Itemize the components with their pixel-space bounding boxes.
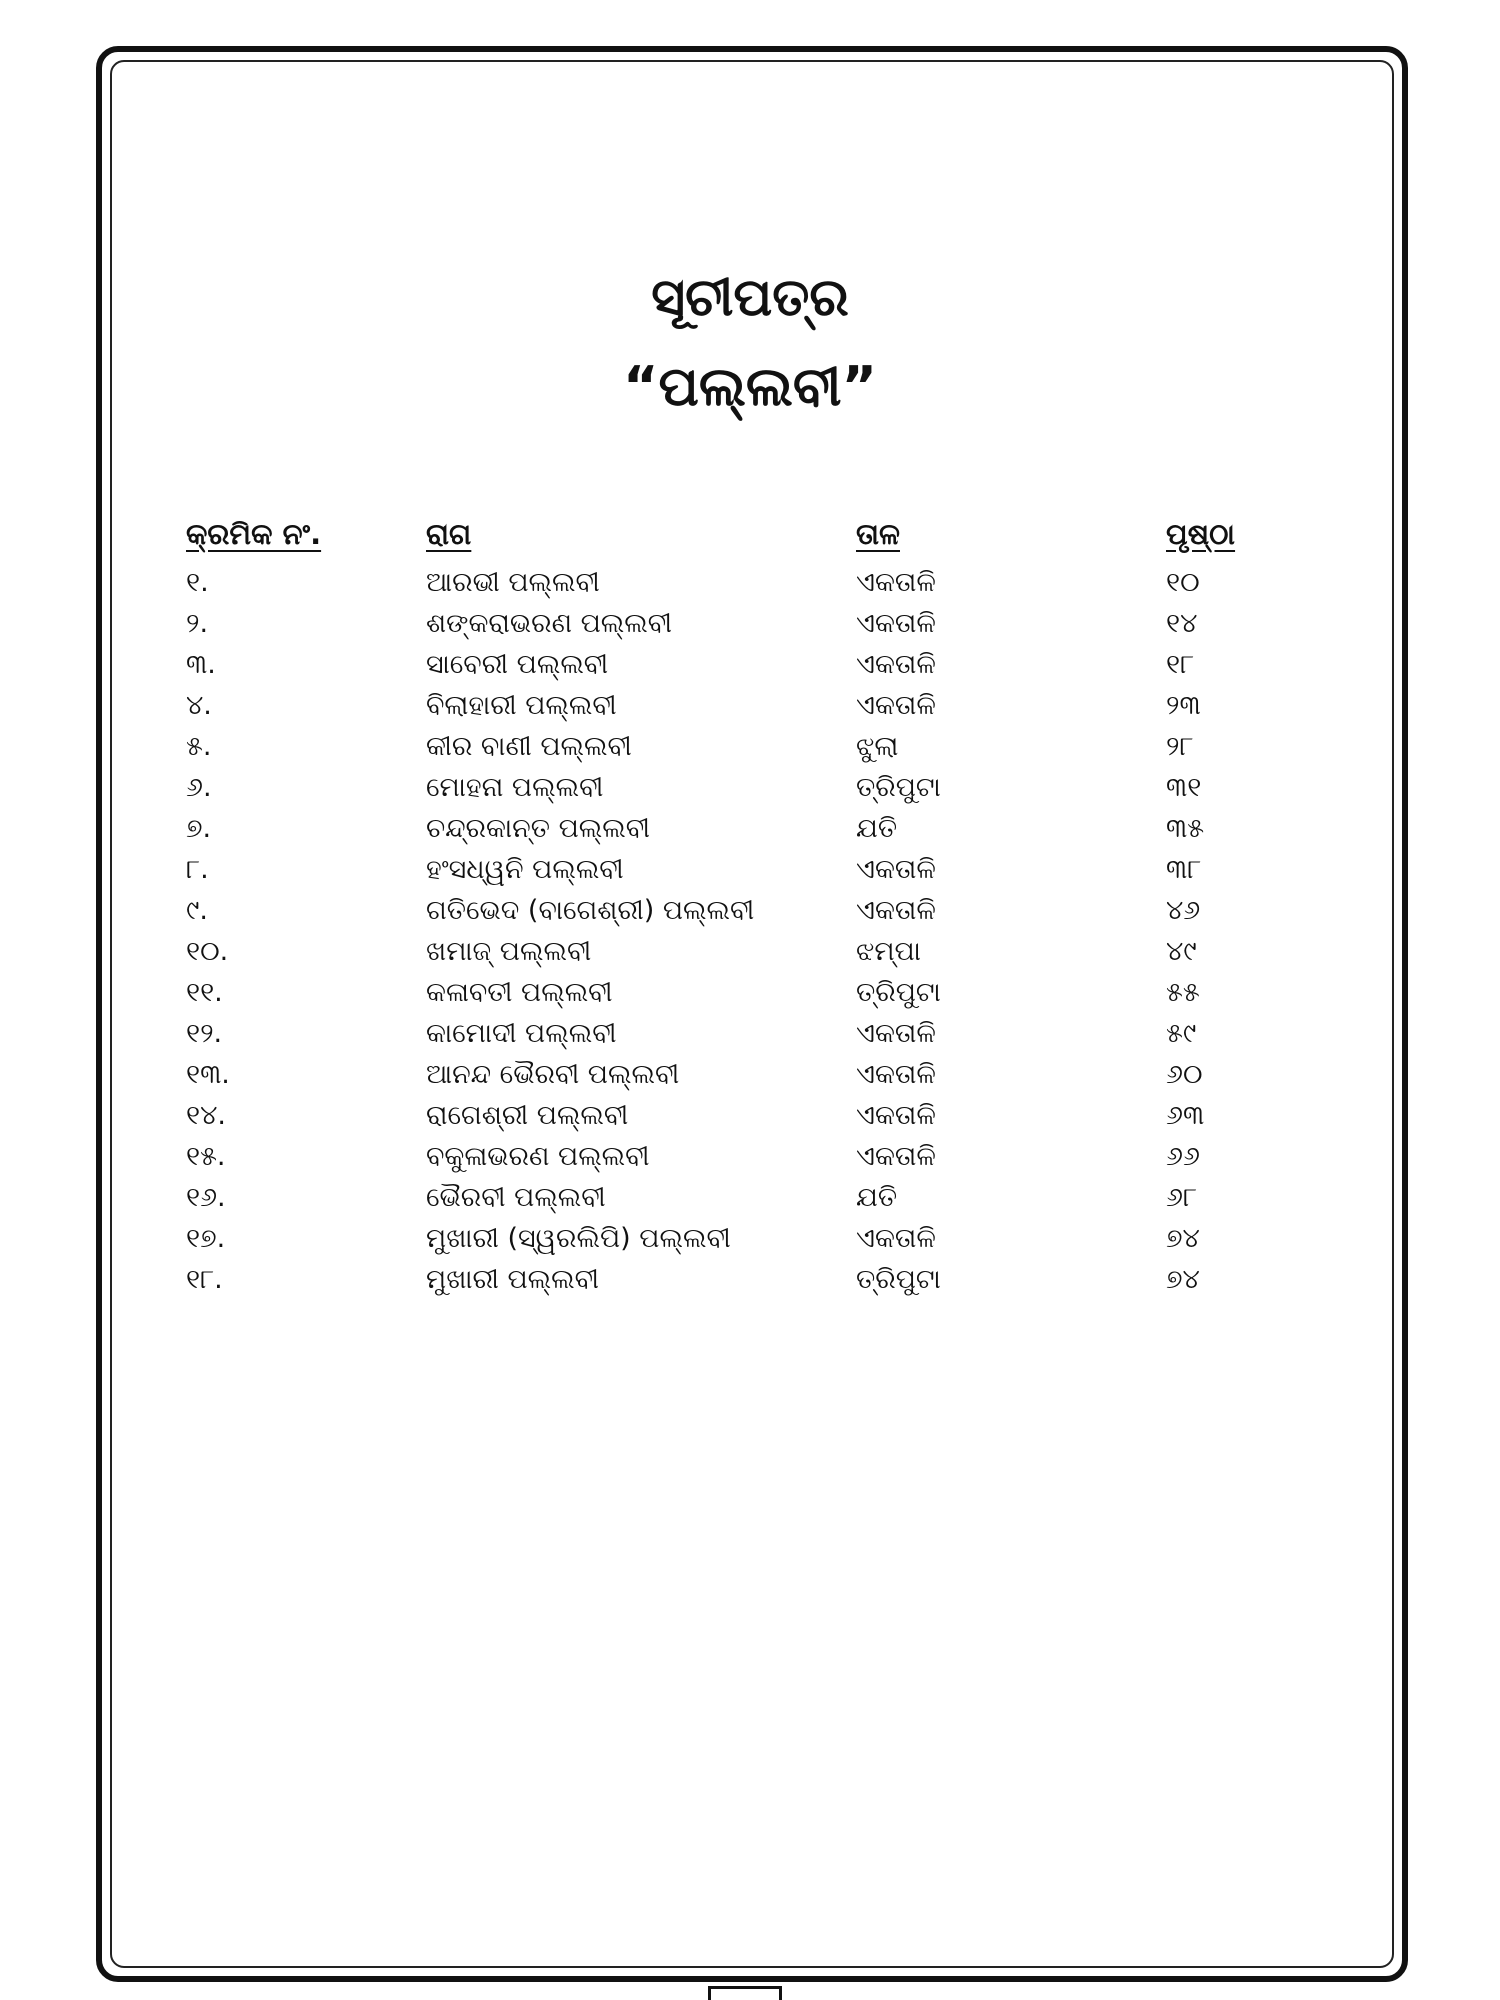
- table-row: [186, 1095, 1316, 1136]
- row-serial: ୭.: [186, 813, 212, 844]
- row-serial: ୧୭.: [186, 1223, 226, 1254]
- row-serial: ୧୮.: [186, 1264, 223, 1295]
- header-raga: ରାଗ: [426, 517, 472, 551]
- row-page: ୧୦: [1166, 567, 1200, 598]
- row-raga: କୀର ବାଣୀ ପଲ୍ଲବୀ: [426, 731, 632, 762]
- row-raga: କଳାବତୀ ପଲ୍ଲବୀ: [426, 977, 613, 1008]
- table-row: [186, 890, 1316, 931]
- header-page: ପୃଷ୍ଠା: [1166, 517, 1236, 551]
- row-raga: ଚନ୍ଦ୍ରକାନ୍ତ ପଲ୍ଲବୀ: [426, 813, 651, 844]
- row-raga: ଗତିଭେଦ (ବାଗେଶ୍ରୀ) ପଲ୍ଲବୀ: [426, 895, 755, 926]
- row-raga: ବିଲାହାରୀ ପଲ୍ଲବୀ: [426, 690, 617, 721]
- page-number-tab: [708, 1986, 782, 2000]
- row-tala: ତ୍ରିପୁଟା: [856, 772, 941, 803]
- row-tala: ଏକତାଳି: [856, 895, 936, 926]
- row-raga: ମୁଖାରୀ ପଲ୍ଲବୀ: [426, 1264, 599, 1295]
- row-serial: ୩.: [186, 649, 216, 680]
- row-tala: ଯତି: [856, 813, 898, 844]
- row-page: ୬୦: [1166, 1059, 1203, 1090]
- row-raga: ସାବେରୀ ପଲ୍ଲବୀ: [426, 649, 609, 680]
- row-raga: ଭୈରବୀ ପଲ୍ଲବୀ: [426, 1182, 606, 1213]
- table-body: [186, 562, 1316, 1300]
- row-tala: ଏକତାଳି: [856, 1100, 936, 1131]
- page-subtitle: “ପଲ୍ଲବୀ”: [623, 355, 877, 418]
- table-row: [186, 603, 1316, 644]
- table-row: [186, 1177, 1316, 1218]
- table-row: [186, 562, 1316, 603]
- table-row: [186, 808, 1316, 849]
- row-raga: ରାଗେଶ୍ରୀ ପଲ୍ଲବୀ: [426, 1100, 629, 1131]
- row-tala: ଏକତାଳି: [856, 1141, 936, 1172]
- header-tala: ତାଳ: [856, 517, 900, 551]
- table-of-contents: [186, 514, 1316, 1300]
- row-tala: ଏକତାଳି: [856, 690, 936, 721]
- row-page: ୬୮: [1166, 1182, 1198, 1213]
- row-raga: କାମୋଦୀ ପଲ୍ଲବୀ: [426, 1018, 617, 1049]
- row-page: ୭୪: [1166, 1264, 1200, 1295]
- row-serial: ୧୦.: [186, 936, 229, 967]
- row-serial: ୧୧.: [186, 977, 223, 1008]
- row-serial: ୧୬.: [186, 1182, 226, 1213]
- row-raga: ଖମାଜ୍ ପଲ୍ଲବୀ: [426, 936, 592, 967]
- row-page: ୨୮: [1166, 731, 1194, 762]
- row-serial: ୧୩.: [186, 1059, 230, 1090]
- row-tala: ଏକତାଳି: [856, 1059, 936, 1090]
- table-header: [186, 514, 1316, 562]
- table-row: [186, 1218, 1316, 1259]
- row-raga: ମୁଖାରୀ (ସ୍ୱରଲିପି) ପଲ୍ଲବୀ: [426, 1223, 731, 1254]
- row-page: ୩୧: [1166, 772, 1202, 803]
- row-page: ୪୯: [1166, 936, 1197, 967]
- row-raga: ହଂସଧ୍ୱନି ପଲ୍ଲବୀ: [426, 854, 624, 885]
- row-serial: ୧୨.: [186, 1018, 223, 1049]
- row-page: ୫୯: [1166, 1018, 1197, 1049]
- row-tala: ତ୍ରିପୁଟା: [856, 1264, 941, 1295]
- row-tala: ଏକତାଳି: [856, 567, 936, 598]
- row-raga: ବକୁଳାଭରଣ ପଲ୍ଲବୀ: [426, 1141, 650, 1172]
- row-page: ୧୮: [1166, 649, 1195, 680]
- row-serial: ୨.: [186, 608, 209, 639]
- table-row: [186, 685, 1316, 726]
- row-tala: ଯତି: [856, 1182, 898, 1213]
- row-serial: ୬.: [186, 772, 212, 803]
- page-title: ସୂଚୀପତ୍ର: [651, 268, 849, 328]
- row-tala: ଏକତାଳି: [856, 854, 936, 885]
- row-tala: ଏକତାଳି: [856, 649, 936, 680]
- table-row: [186, 1259, 1316, 1300]
- table-row: [186, 1136, 1316, 1177]
- row-page: ୪୬: [1166, 895, 1201, 926]
- row-tala: ଝୁଲା: [856, 731, 899, 762]
- row-page: ୨୩: [1166, 690, 1201, 721]
- row-serial: ୧୫.: [186, 1141, 226, 1172]
- row-page: ୫୫: [1166, 977, 1200, 1008]
- row-serial: ୪.: [186, 690, 212, 721]
- table-row: [186, 726, 1316, 767]
- row-tala: ଏକତାଳି: [856, 1223, 936, 1254]
- row-serial: ୧.: [186, 567, 209, 598]
- row-page: ୬୩: [1166, 1100, 1205, 1131]
- row-serial: ୫.: [186, 731, 212, 762]
- table-row: [186, 931, 1316, 972]
- row-raga: ଆନନ୍ଦ ଭୈରବୀ ପଲ୍ଲବୀ: [426, 1059, 680, 1090]
- row-raga: ଆରଭୀ ପଲ୍ଲବୀ: [426, 567, 600, 598]
- row-page: ୭୪: [1166, 1223, 1200, 1254]
- row-tala: ଏକତାଳି: [856, 608, 936, 639]
- row-tala: ଝମ୍ପା: [856, 936, 921, 967]
- row-tala: ଏକତାଳି: [856, 1018, 936, 1049]
- table-row: [186, 767, 1316, 808]
- row-serial: ୯.: [186, 895, 209, 926]
- row-page: ୧୪: [1166, 608, 1198, 639]
- row-tala: ତ୍ରିପୁଟା: [856, 977, 941, 1008]
- row-serial: ୮.: [186, 854, 209, 885]
- row-page: ୩୫: [1166, 813, 1205, 844]
- table-row: [186, 1054, 1316, 1095]
- header-serial: କ୍ରମିକ ନଂ.: [186, 517, 322, 551]
- table-row: [186, 1013, 1316, 1054]
- row-page: ୬୬: [1166, 1141, 1200, 1172]
- table-row: [186, 972, 1316, 1013]
- table-row: [186, 644, 1316, 685]
- row-raga: ମୋହନା ପଲ୍ଲବୀ: [426, 772, 604, 803]
- table-row: [186, 849, 1316, 890]
- row-serial: ୧୪.: [186, 1100, 226, 1131]
- row-page: ୩୮: [1166, 854, 1202, 885]
- row-raga: ଶଙ୍କରାଭରଣ ପଲ୍ଲବୀ: [426, 608, 673, 639]
